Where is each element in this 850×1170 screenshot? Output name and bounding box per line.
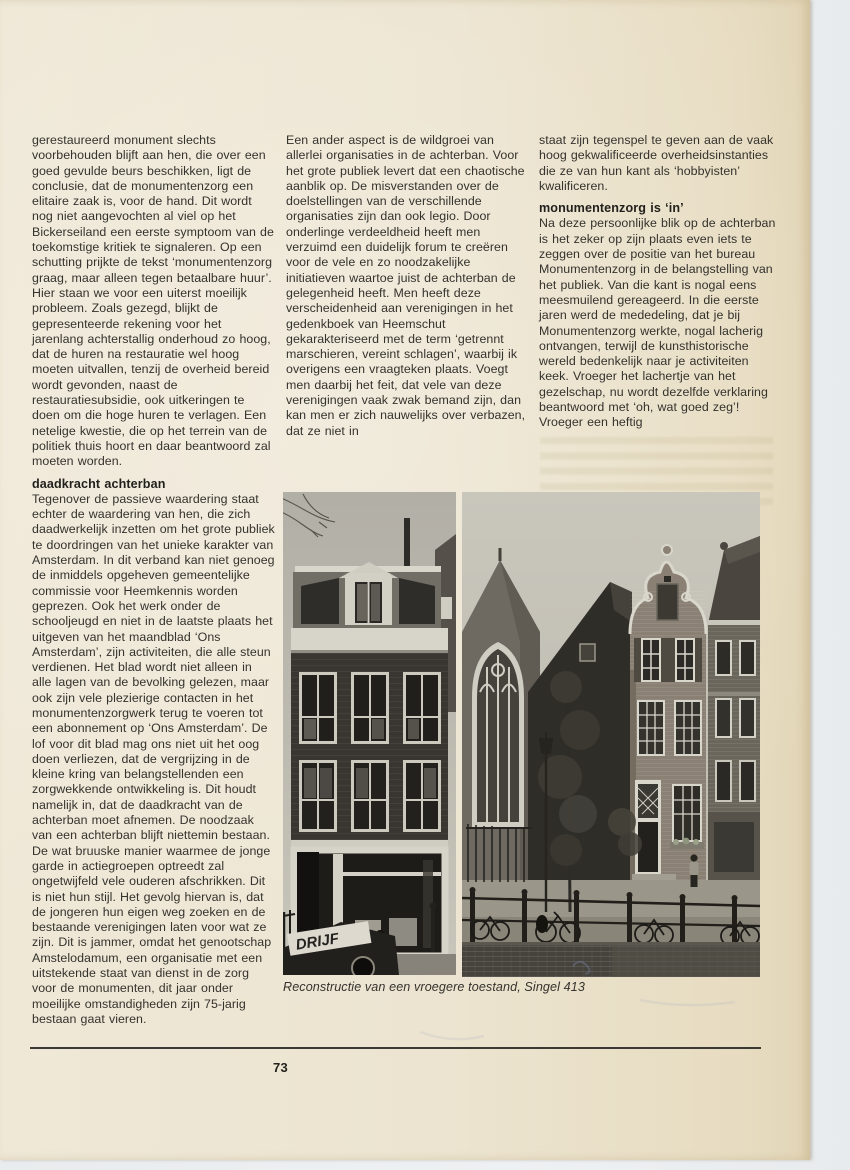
page-number: 73 [273, 1060, 289, 1075]
lower-window-row [299, 760, 441, 832]
gable-crest [662, 545, 672, 555]
truck-sign-text: DRIJF [294, 930, 341, 954]
paragraph: Tegenover de passieve waardering staat echter de waardering van hen, die zich daadwerkelijk inzetten om het grote publiek te doordringen van het unieke karakter van Amsterdam. In dit verband kan niet genoeg de inmiddels opgeheven gemeentelijke commissie voor Heemkennis worden geprezen. Ook het werk onder de schooljeugd en niet in de laatste plaats het uitgeven van het maandblad ‘Ons Amsterdam’, zijn activiteiten, die alle steun verdienen. Het blad wordt niet alleen in alle lagen van de bevolking gelezen, maar ook zijn vele plezierige contacten in het monumentenzorgwerk terug te voeren tot een abonnement op ‘Ons Amsterdam’. De lof voor dit blad mag ons niet uit het oog doen verliezen, dat de vergrijzing in de kleine kring van belangstellenden een zorgwekkende ontwikkeling is. Dit houdt namelijk in, dat de daadkracht van de achterban moet afnemen. De noodzaak van een achterban blijft niettemin bestaan. De wat bruuske manier waarmee de jonge garde in actiegroepen optreedt zal ongetwijfeld vele ouderen afschrikken. Dit is niet hun stijl. Het gevolg hiervan is, dat de jongeren hun eigen weg zoeken en de bestaande verenigingen laten voor wat ze zijn. Dit is jammer, omdat het genootschap Amstelodamum, een organisatie met een uitstekende staat van dienst in de zorg voor de monumenten, dit jaar onder moeilijke omstandigheden zijn 75-jarig bestaan gaat vieren. [32, 491, 275, 1026]
hoist-beam [664, 576, 671, 582]
singel-413-house [630, 545, 706, 892]
photo-canal-house-shopfront [283, 492, 456, 975]
roof-panel-left [301, 578, 339, 624]
text-column-2 [286, 133, 526, 439]
text-column-1 [32, 133, 275, 1027]
paragraph: gerestaureerd monument slechts voorbehouden blijft aan hen, die over een goed gevulde beurs beschikken, ligt de conclusie, dat de monumentenzorg een elitaire zaak is, voor de hand. Dit wordt nog niet aangevochten al viel op het Bickerseiland een eerste symptoom van de toekomstige kritiek te signaleren. Op een schutting prijkte de tekst ‘monumentenzorg graag, maar alleen tegen betaalbare huur’. Hier staan we voor een uiterst moeilijk probleem. Zoals gezegd, blijkt de gepresenteerde rekening voor het jarenlang achterstallig onderhoud zo hoog, dat de huren na restauratie wel hoog moeten uitvallen, tenzij de overheid bereid wordt gevonden, naast de restauratiesubsidie, ook uitkeringen te doen om die hoge huren te verlagen. Een netelige kwestie, die op het terrein van de politiek thuis hoort en daar beantwoord zal moeten worden. [32, 133, 274, 469]
photo-singel-413-canal-houses [462, 492, 760, 977]
entrance [635, 780, 661, 874]
quay-wall [462, 942, 760, 977]
photo-caption: Reconstructie van een vroegere toestand, Singel 413 [283, 980, 585, 994]
neighbor-window [441, 597, 452, 619]
ground-floor-window [672, 784, 702, 842]
facade-cornice-band [291, 628, 448, 653]
shuttered-windows [634, 638, 702, 682]
section-heading-monumentenzorg-is-in: monumentenzorg is ‘in’ [539, 201, 684, 216]
bollard [431, 908, 435, 952]
cornice-shadow [291, 650, 448, 653]
balcony-ledge [708, 692, 760, 696]
text-column-3 [539, 133, 780, 431]
footer-rule [30, 1047, 761, 1049]
neighbor-house-right [708, 536, 760, 912]
paragraph: Een ander aspect is de wildgroei van allerlei organisaties in de achterban. Voor het grote publiek levert dat een chaotische aanblik op. De misverstanden over de doelstellingen van de verschillende organisaties zijn dan ook legio. Door onderlinge verdeeldheid heeft men verzuimd een duidelijk forum te creëren voor de vele en zo noodzakelijke initiatieven waartoe juist de achterban de gelegenheid heeft. Men heeft deze verscheidenheid aan verenigingen in het gedenkboek van Heemschut gekarakteriseerd met de term ‘getrennt marschieren, vereint schlagen’, waarbij ik overigens een vraagteken plaats. Voegt men daarbij het feit, dat vele van deze verenigingen vaak zwak bemand zijn, dan kan men er zich nauwelijks over verbazen, dat ze niet in [286, 133, 526, 438]
roof-panel-right [399, 578, 435, 624]
pedestrian [690, 854, 699, 887]
attic-door [657, 584, 678, 620]
upper-window-row [299, 672, 441, 744]
section-heading-daadkracht-achterban: daadkracht achterban [32, 476, 166, 491]
paragraph: staat zijn tegenspel te geven aan de vaak hoog gekwalificeerde overheidsinstanties die ze van hun kant als ‘hobbyisten’ kwalificeren. [539, 133, 774, 193]
paragraph: Na deze persoonlijke blik op de achterban is het zeker op zijn plaats even iets te zeggen over de positie van het bureau Monumentenzorg in de belangstelling van het publiek. Van die kant is nogal eens meesmuilend gereageerd. In die eerste jaren werd de mededeling, dat je bij Monumentenzorg werkte, nogal lacherig ontvangen, terwijl de kunsthistorische wereld bedenkelijk naar je activiteiten keek. Vroeger het lachertje van het gezelschap, nu wordt dezelfde verklaring beantwoord met ‘oh, wat goed zeg’! Vroeger een heftig [539, 216, 776, 430]
bollard-knob [430, 903, 437, 910]
